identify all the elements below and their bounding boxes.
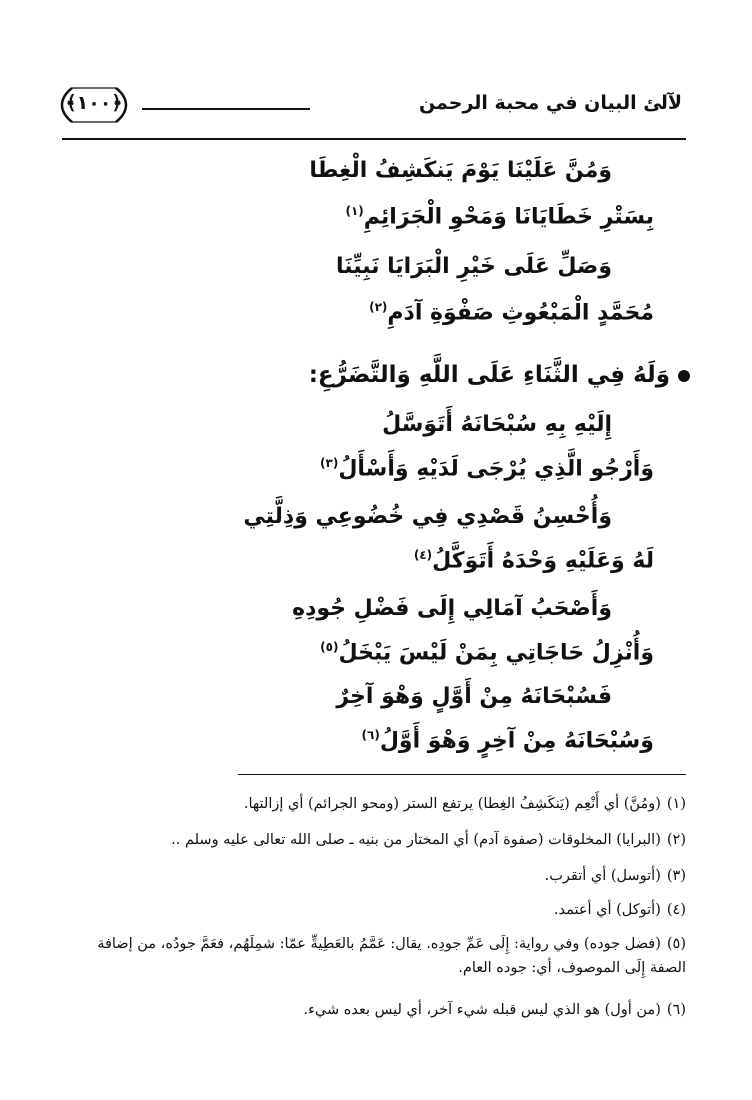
page-header (62, 86, 682, 138)
poem-line (309, 158, 612, 183)
verse-text: وَأَصْحَبُ آمَالِي إِلَى فَضْلِ جُودِهِ (292, 596, 612, 621)
footnote-ref: (٥) (320, 640, 339, 654)
verse-text: وَأُحْسِنُ قَصْدِي فِي خُضُوعِي وَذِلَّتِي (243, 504, 612, 529)
footnote-ref: (٣) (320, 456, 339, 470)
footnote-text: (فضل جوده) وفي رواية: إِلَى عَمِّ جودِه. يقال: عَمَّمُ بالعَطِيةِّ عمّا: شمِلَهُم، فعَمَّ جودُه، من إضافة الصفة إِلَى الموصوف، أي: جوده العام. (97, 936, 686, 976)
footnote-ref: (٢) (369, 300, 388, 314)
footnote-number: (٢) (666, 832, 686, 848)
footnote-number: (٦) (666, 1002, 686, 1018)
verse-text: لَهُ وَعَلَيْهِ وَحْدَهُ أَتَوَكَّلُ (432, 548, 654, 574)
verse-text: وَصَلِّ عَلَى خَيْرِ الْبَرَايَا نَبِيِّنَا (336, 254, 612, 279)
footnote-text: (البرايا) المخلوقات (صفوة آدم) أي المختار من بنيه ـ صلى الله تعالى عليه وسلم .. (171, 832, 661, 848)
verse-text: إِلَيْهِ بِهِ سُبْحَانَهُ أَتَوَسَّلُ (382, 412, 612, 437)
footnote-separator (238, 774, 686, 775)
bullet-icon (678, 370, 690, 382)
footnote-text: (أتوسل) أي أتقرب. (544, 868, 661, 884)
footnote-ref: (٦) (361, 728, 380, 742)
footnote-number: (٣) (666, 868, 686, 884)
poem-line (320, 456, 654, 481)
page-number: ﴿١٠٠﴾ (65, 92, 123, 114)
poem-line (414, 548, 654, 573)
poem-line (362, 728, 654, 753)
verse-text: وَمُنَّ عَلَيْنَا يَوْمَ يَنكَشِفُ الْغِطَا (309, 158, 612, 183)
verse-text: وَأُنْزِلُ حَاجَاتِي بِمَنْ لَيْسَ يَبْخَلُ (338, 640, 654, 666)
footnote (66, 792, 686, 816)
verse-text: بِسَتْرِ خَطَايَانَا وَمَحْوِ الْجَرَائِمِ (363, 204, 654, 230)
footnote (66, 998, 686, 1022)
verse-text: فَسُبْحَانَهُ مِنْ أَوَّلٍ وَهْوَ آخِرٌ (336, 684, 612, 709)
poem-line (243, 504, 612, 529)
footnote (66, 828, 686, 852)
header-divider (142, 108, 310, 110)
poem-line (369, 300, 654, 325)
verse-text: مُحَمَّدٍ الْمَبْعُوثِ صَفْوَةِ آدَمِ (387, 300, 654, 326)
footnote-number: (٤) (666, 902, 686, 918)
poem-line (336, 684, 612, 709)
poem-line (345, 204, 654, 229)
footnote-number: (١) (666, 796, 686, 812)
poem-line (336, 254, 612, 279)
footnote (66, 932, 686, 980)
footnote-ref: (٤) (413, 548, 433, 562)
footnote (66, 864, 686, 888)
footnote-text: (أتوكل) أي أعتمد. (553, 902, 661, 918)
header-rule (62, 138, 686, 140)
page-number-badge (58, 86, 130, 124)
footnote (66, 898, 686, 922)
footnote-number: (٥) (666, 936, 686, 952)
book-title: لآلئ البيان في محبة الرحمن (418, 92, 682, 114)
footnote-ref: (١) (345, 204, 364, 218)
verse-text: وَأَرْجُو الَّذِي يُرْجَى لَدَيْهِ وَأَسْأَلُ (338, 456, 654, 482)
section-heading (309, 362, 690, 388)
poem-line (292, 596, 612, 621)
poem-line (320, 640, 654, 665)
footnote-text: (ومُنَّ) أي أَنْعِم (يَنكَشِفُ الغِطا) يرتفع الستر (ومحو الجرائم) أي إزالتها. (243, 796, 661, 812)
verse-text: وَسُبْحَانَهُ مِنْ آخِرٍ وَهْوَ أَوَّلُ (379, 728, 654, 754)
poem-line (382, 412, 612, 437)
footnote-text: (من أول) هو الذي ليس قبله شيء آخر، أي ليس بعده شيء. (303, 1002, 661, 1018)
section-heading-text: وَلَهُ فِي الثَّنَاءِ عَلَى اللَّهِ وَالتَّضَرُّعِ: (308, 362, 670, 388)
